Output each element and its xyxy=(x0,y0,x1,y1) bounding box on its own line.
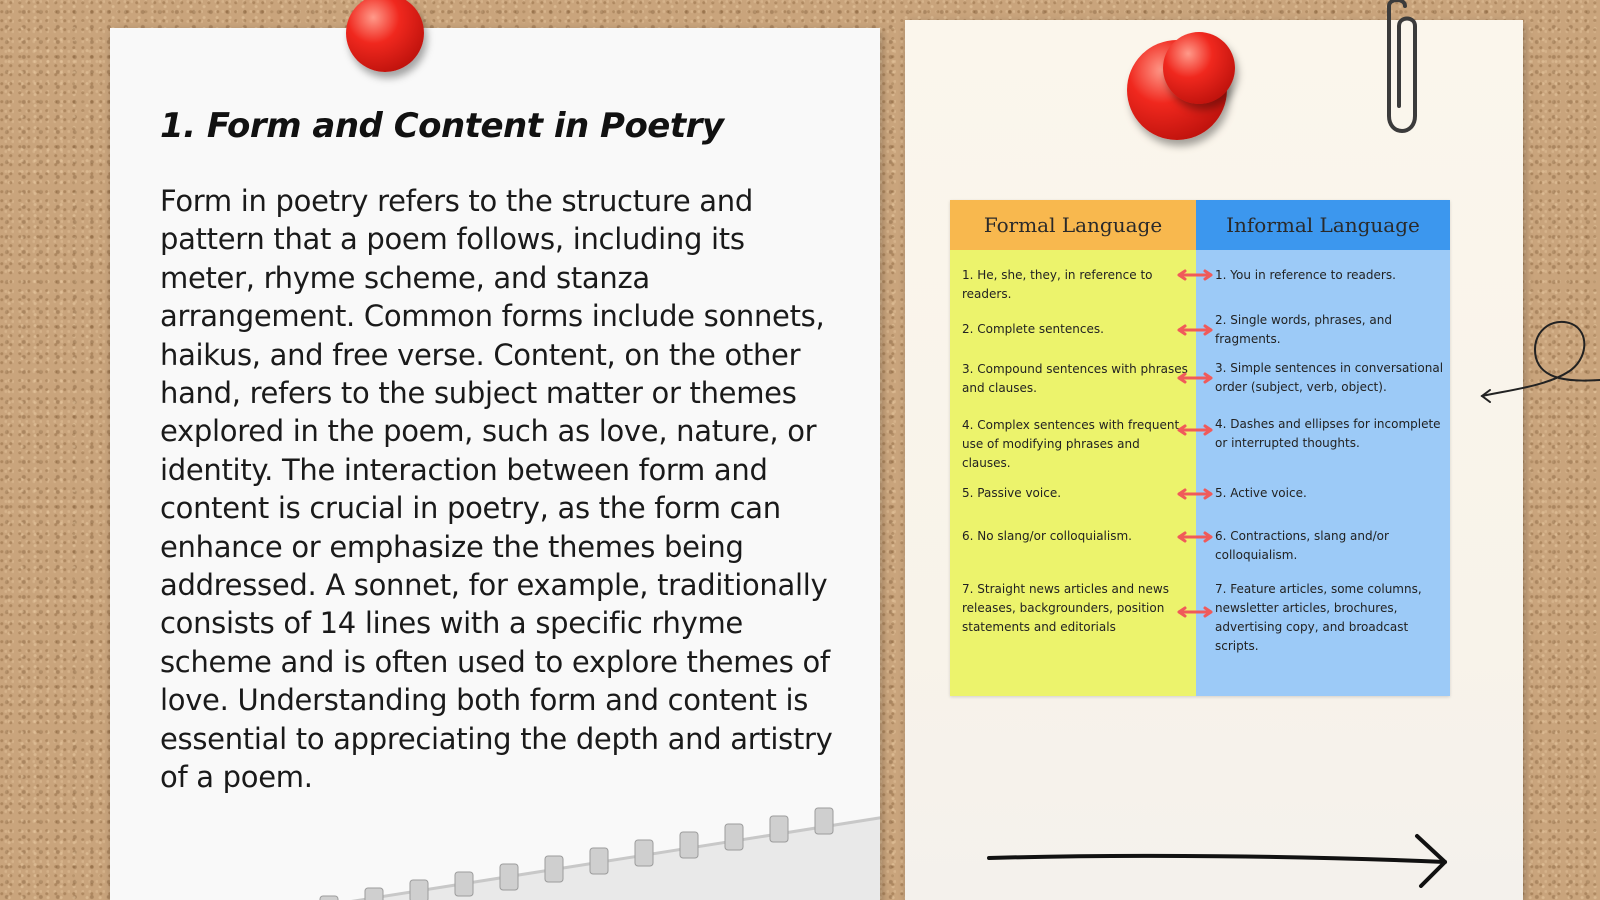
formal-item: 2. Complete sentences. xyxy=(962,322,1104,336)
slide-body-text: Form in poetry refers to the structure and pattern that a poem follows, including its meter, rhyme scheme, and stanza arrangement. Common forms include sonnets, haikus, and free verse. Content, on the other hand, refers to the subject matter or themes explored in the poem, such as love, nature, or identity. The interaction between form and content is crucial in poetry, as the form can enhance or emphasize the themes being addressed. A sonnet, for example, traditionally consists of 14 lines with a specific rhyme scheme and is often used to explore themes of love. Understanding both form and content is essential to appreciating the depth and artistry of a poem. xyxy=(160,184,833,795)
informal-item: 6. Contractions, slang and/or colloquialism. xyxy=(1215,529,1389,562)
informal-item: 1. You in reference to readers. xyxy=(1215,268,1396,282)
informal-language-header: Informal Language xyxy=(1196,200,1450,250)
formal-language-header: Formal Language xyxy=(950,200,1196,250)
informal-language-column xyxy=(1196,200,1450,696)
slide-title: 1. Form and Content in Poetry xyxy=(160,106,724,146)
informal-item: 2. Single words, phrases, and fragments. xyxy=(1215,313,1392,346)
formal-language-column xyxy=(950,200,1196,696)
right-note-card xyxy=(905,20,1523,900)
torn-spiral-edge-decoration xyxy=(310,798,880,900)
right-arrow-icon xyxy=(985,832,1455,888)
double-arrow-icon xyxy=(1177,324,1213,336)
double-arrow-icon xyxy=(1177,488,1213,500)
formal-item: 3. Compound sentences with phrases and clauses. xyxy=(962,362,1188,395)
informal-item: 7. Feature articles, some columns, newsletter articles, brochures, advertising copy, and broadcast scripts. xyxy=(1215,582,1422,653)
left-note-card xyxy=(110,28,880,900)
curly-arrow-decoration xyxy=(1480,310,1600,410)
double-arrow-icon xyxy=(1177,424,1213,436)
double-arrow-icon xyxy=(1177,531,1213,543)
paperclip-icon xyxy=(1375,0,1419,146)
push-pin-icon xyxy=(1163,32,1235,104)
informal-item: 3. Simple sentences in conversational order (subject, verb, object). xyxy=(1215,361,1444,394)
formal-item: 4. Complex sentences with frequent use of modifying phrases and clauses. xyxy=(962,418,1180,470)
formal-item: 6. No slang/or colloquialism. xyxy=(962,529,1132,543)
informal-item: 4. Dashes and ellipses for incomplete or interrupted thoughts. xyxy=(1215,417,1441,450)
double-arrow-icon xyxy=(1177,372,1213,384)
informal-item: 5. Active voice. xyxy=(1215,486,1307,500)
formal-informal-comparison-table xyxy=(950,200,1450,696)
double-arrow-icon xyxy=(1177,269,1213,281)
double-arrow-icon xyxy=(1177,606,1213,618)
formal-item: 1. He, she, they, in reference to readers. xyxy=(962,268,1153,301)
formal-item: 7. Straight news articles and news releases, backgrounders, position statements and editorials xyxy=(962,582,1169,634)
formal-item: 5. Passive voice. xyxy=(962,486,1062,500)
